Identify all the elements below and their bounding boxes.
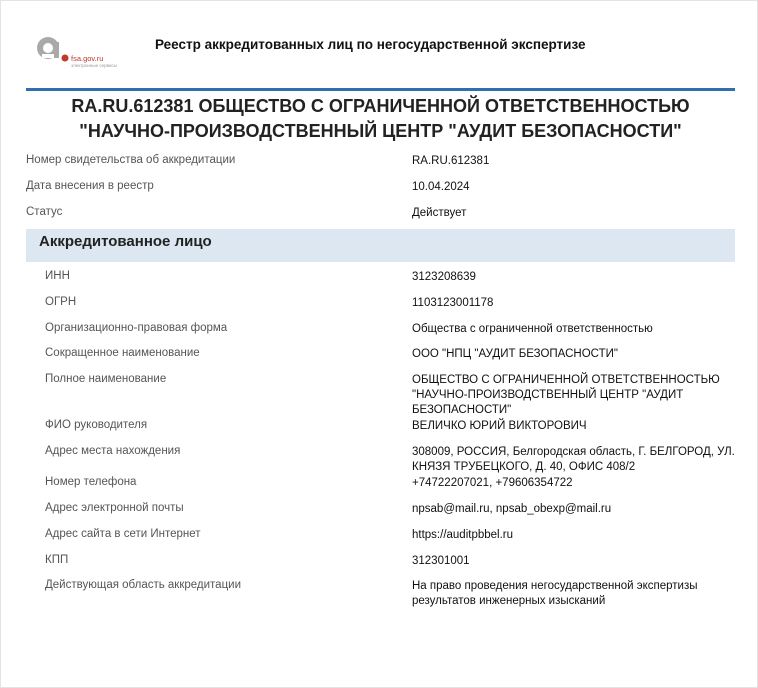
field-value: ООО "НПЦ "АУДИТ БЕЗОПАСНОСТИ" xyxy=(412,348,618,360)
field-label: Адрес электронной почты xyxy=(45,502,184,514)
field-value: 10.04.2024 xyxy=(412,181,470,193)
logo-text: fsa.gov.ru xyxy=(71,54,104,63)
registry-title: Реестр аккредитованных лиц по негосударственной экспертизе xyxy=(155,37,586,52)
field-value: 3123208639 xyxy=(412,271,476,283)
fsa-logo-icon xyxy=(34,32,70,66)
section-accredited-person xyxy=(26,229,735,262)
section-title: Аккредитованное лицо xyxy=(39,233,212,250)
field-label: Дата внесения в реестр xyxy=(26,180,154,192)
status-value: Действует xyxy=(412,207,467,219)
field-value: ВЕЛИЧКО ЮРИЙ ВИКТОРОВИЧ xyxy=(412,420,587,432)
logo-subtext: электронные сервисы xyxy=(71,63,118,68)
field-label: Сокращенное наименование xyxy=(45,347,200,359)
field-value: 312301001 xyxy=(412,555,470,567)
email-value[interactable]: npsab@mail.ru, npsab_obexp@mail.ru xyxy=(412,503,612,515)
field-value: 1103123001178 xyxy=(412,297,494,309)
field-label: ИНН xyxy=(45,270,70,282)
field-value: Общества с ограниченной ответственностью xyxy=(412,323,653,335)
fsa-logo[interactable] xyxy=(34,32,134,72)
field-label: ОГРН xyxy=(45,296,77,308)
field-label: Действующая область аккредитации xyxy=(45,579,242,591)
field-label: Номер телефона xyxy=(45,476,137,488)
field-label: Полное наименование xyxy=(45,373,167,385)
field-label: КПП xyxy=(45,554,69,566)
field-label: Адрес сайта в сети Интернет xyxy=(45,528,201,540)
field-label: ФИО руководителя xyxy=(45,419,148,431)
field-value: ОБЩЕСТВО С ОГРАНИЧЕННОЙ ОТВЕТСТВЕННОСТЬЮ "НАУЧНО-ПРОИЗВОДСТВЕННЫЙ ЦЕНТР "АУДИТ БЕЗОПАСНОСТИ" xyxy=(412,374,720,416)
record-title: RA.RU.612381 ОБЩЕСТВО С ОГРАНИЧЕННОЙ ОТВЕТСТВЕННОСТЬЮ "НАУЧНО-ПРОИЗВОДСТВЕННЫЙ ЦЕНТР "АУДИТ БЕЗОПАСНОСТИ" xyxy=(71,96,690,141)
field-value: На право проведения негосударственной экспертизы результатов инженерных изысканий xyxy=(412,580,698,607)
field-value: RA.RU.612381 xyxy=(412,155,490,167)
website-link[interactable]: https://auditpbbel.ru xyxy=(412,529,514,541)
field-label: Адрес места нахождения xyxy=(45,445,181,457)
header-divider xyxy=(26,88,735,91)
page-header xyxy=(0,0,758,90)
field-value: 308009, РОССИЯ, Белгородская область, Г. БЕЛГОРОД, УЛ. КНЯЗЯ ТРУБЕЦКОГО, Д. 40, ОФИС 408/2 xyxy=(412,446,735,473)
field-label: Номер свидетельства об аккредитации xyxy=(26,154,236,166)
field-label: Статус xyxy=(26,206,63,218)
field-label: Организационно-правовая форма xyxy=(45,322,228,334)
field-value: +74722207021, +79606354722 xyxy=(412,477,573,489)
